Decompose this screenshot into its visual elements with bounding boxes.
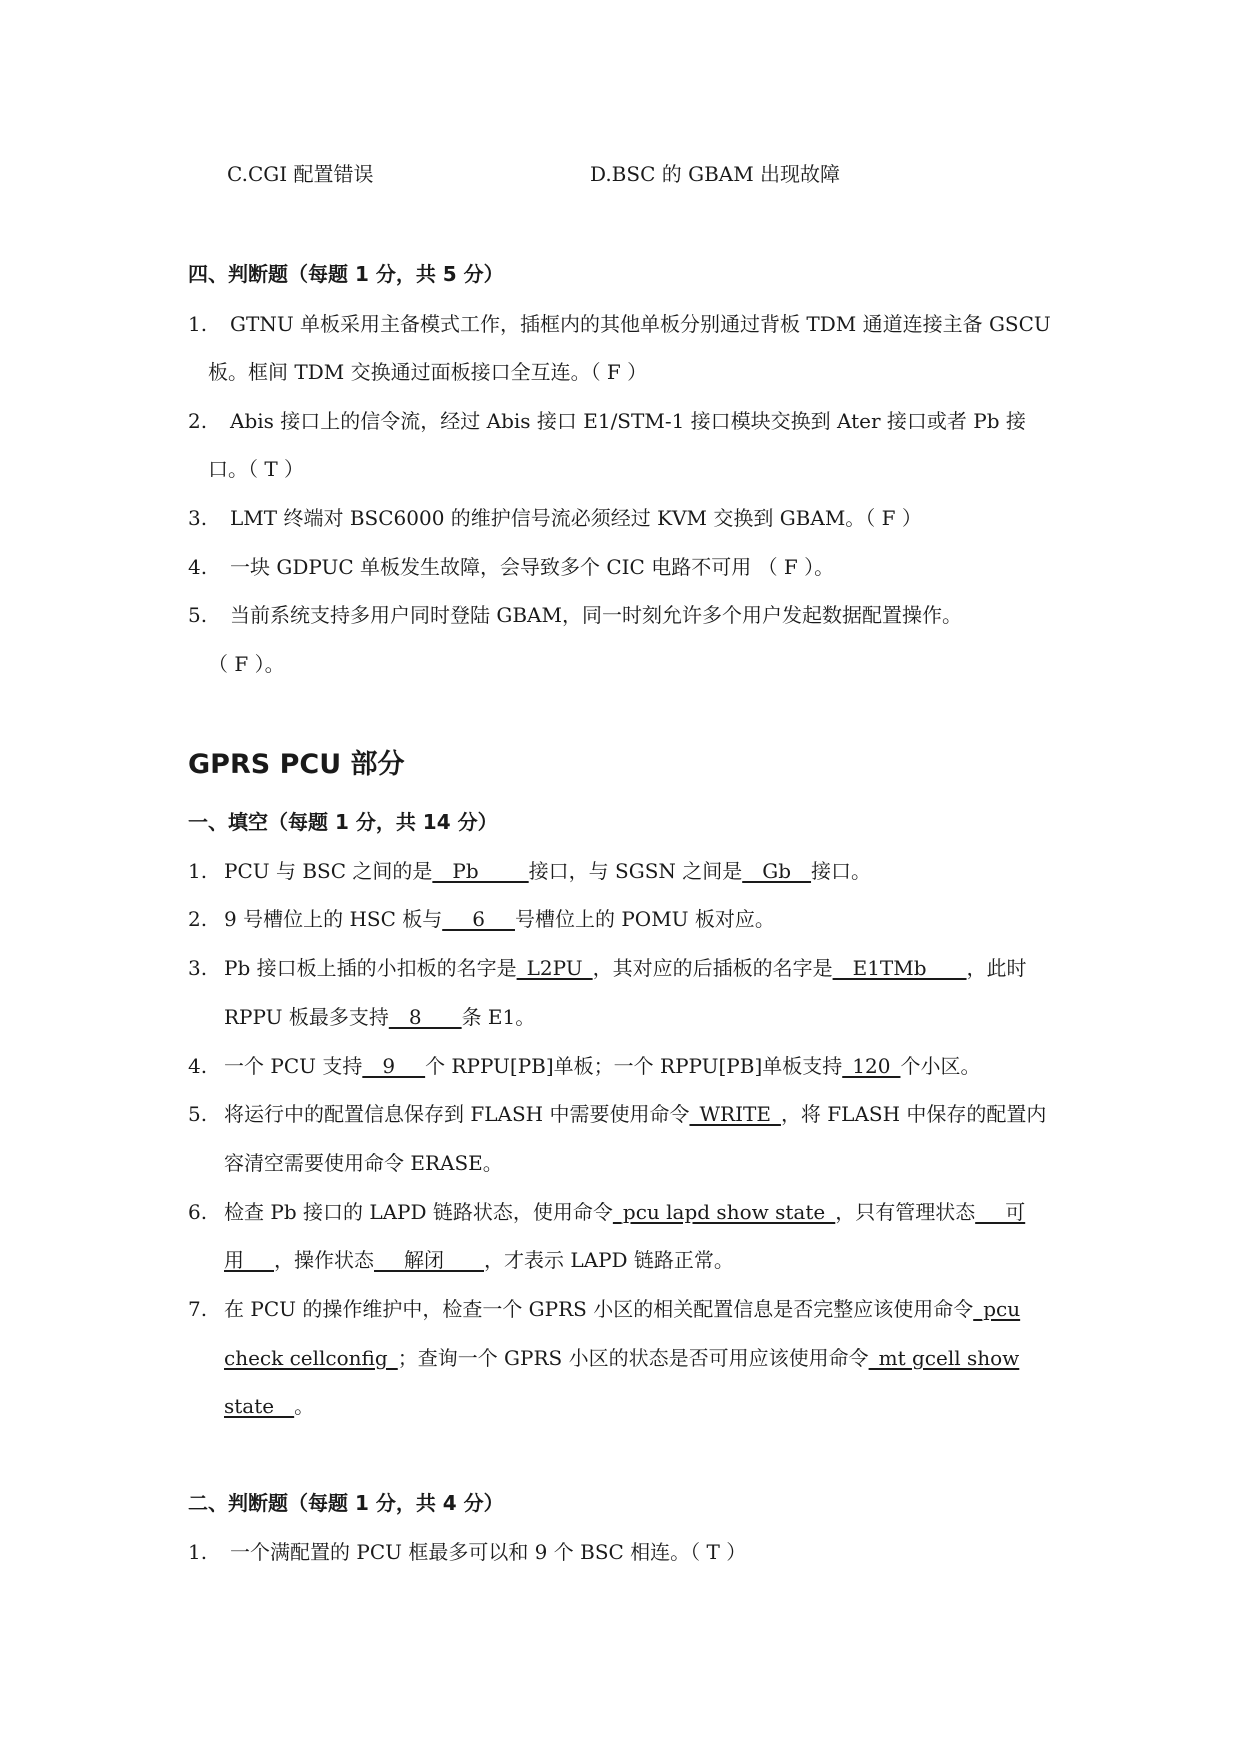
answer-blank: state__: [224, 1394, 295, 1418]
answer-blank: __E1TMb____: [832, 956, 967, 980]
item-number: 5.: [188, 603, 208, 627]
gprs-pcu-heading: GPRS PCU 部分: [188, 749, 405, 780]
fill-question-7-line3: state__。: [224, 1394, 315, 1418]
answer-blank: __8____: [388, 1005, 462, 1029]
fill-question-3-line2: RPPU 板最多支持__8____条 E1。: [224, 1005, 536, 1029]
answer-blank: __Pb_____: [432, 859, 529, 883]
judge-item-2-line2: 口。（ T ）: [208, 457, 305, 481]
answer-blank: _WRITE_: [689, 1102, 781, 1126]
item-number: 4.: [188, 555, 208, 579]
judge-item-1-line2: 板。框间 TDM 交换通过面板接口全互连。（ F ）: [208, 360, 648, 384]
fill-question-4: 一个 PCU 支持__9___个 RPPU[PB]单板；一个 RPPU[PB]单板支持_120_个小区。: [224, 1054, 981, 1078]
fill-question-7-line1: 在 PCU 的操作维护中，检查一个 GPRS 小区的相关配置信息是否完整应该使用命令_pcu: [224, 1297, 1021, 1321]
answer-blank: _L2PU_: [516, 956, 593, 980]
answer-blank: _pcu: [973, 1297, 1021, 1321]
judge-item-3: LMT 终端对 BSC6000 的维护信号流必须经过 KVM 交换到 GBAM。（ F ）: [230, 506, 922, 530]
judge-question-1: 一个满配置的 PCU 框最多可以和 9 个 BSC 相连。（ T ）: [230, 1540, 747, 1564]
item-number: 7.: [188, 1297, 208, 1321]
answer-blank: ___可: [975, 1200, 1026, 1224]
fill-question-3-line1: Pb 接口板上插的小扣板的名字是_L2PU_，其对应的后插板的名字是__E1TMb____，此时: [224, 956, 1027, 980]
option-c: C.CGI 配置错误: [227, 162, 374, 186]
answer-blank: _mt gcell show: [868, 1346, 1020, 1370]
fill-question-2: 9 号槽位上的 HSC 板与___6___号槽位上的 POMU 板对应。: [224, 907, 775, 931]
judge-item-2-line1: Abis 接口上的信令流，经过 Abis 接口 E1/STM-1 接口模块交换到 Ater 接口或者 Pb 接: [230, 409, 1026, 433]
item-number: 4.: [188, 1054, 208, 1078]
answer-blank: ___解闭____: [374, 1248, 484, 1272]
item-number: 2.: [188, 907, 208, 931]
fill-section-title: 一、填空（每题 1 分，共 14 分）: [188, 810, 498, 834]
fill-question-5-line1: 将运行中的配置信息保存到 FLASH 中需要使用命令_WRITE_，将 FLASH 中保存的配置内: [224, 1102, 1047, 1126]
item-number: 6.: [188, 1200, 208, 1224]
item-number: 3.: [188, 506, 208, 530]
item-number: 1.: [188, 859, 208, 883]
answer-blank: __9___: [362, 1054, 426, 1078]
judge-section-title: 二、判断题（每题 1 分，共 4 分）: [188, 1491, 504, 1515]
item-number: 1.: [188, 1540, 208, 1564]
answer-blank: check cellconfig_: [224, 1346, 398, 1370]
fill-question-6-line1: 检查 Pb 接口的 LAPD 链路状态，使用命令_pcu lapd show state_，只有管理状态___可: [224, 1200, 1026, 1224]
answer-blank: __Gb__: [742, 859, 812, 883]
answer-blank: 用___: [224, 1248, 274, 1272]
fill-question-5-line2: 容清空需要使用命令 ERASE。: [224, 1151, 503, 1175]
fill-question-6-line2: 用___，操作状态___解闭____，才表示 LAPD 链路正常。: [224, 1248, 734, 1272]
item-number: 3.: [188, 956, 208, 980]
section4-title: 四、判断题（每题 1 分，共 5 分）: [188, 262, 504, 286]
item-number: 1.: [188, 312, 208, 336]
answer-blank: _120_: [842, 1054, 901, 1078]
fill-question-7-line2: check cellconfig_；查询一个 GPRS 小区的状态是否可用应该使用命令_mt gcell show: [224, 1346, 1020, 1370]
judge-item-4: 一块 GDPUC 单板发生故障，会导致多个 CIC 电路不可用 （ F ）。: [230, 555, 835, 579]
answer-blank: _pcu lapd show state_: [612, 1200, 836, 1224]
judge-item-1-line1: GTNU 单板采用主备模式工作，插框内的其他单板分别通过背板 TDM 通道连接主备 GSCU: [230, 312, 1051, 336]
option-d: D.BSC 的 GBAM 出现故障: [590, 162, 841, 186]
judge-item-5-line1: 当前系统支持多用户同时登陆 GBAM，同一时刻允许多个用户发起数据配置操作。: [230, 603, 962, 627]
item-number: 2.: [188, 409, 208, 433]
item-number: 5.: [188, 1102, 208, 1126]
answer-blank: ___6___: [442, 907, 515, 931]
fill-question-1: PCU 与 BSC 之间的是__Pb_____接口，与 SGSN 之间是__Gb__接口。: [224, 859, 872, 883]
judge-item-5-line2: （ F ）。: [208, 652, 285, 676]
